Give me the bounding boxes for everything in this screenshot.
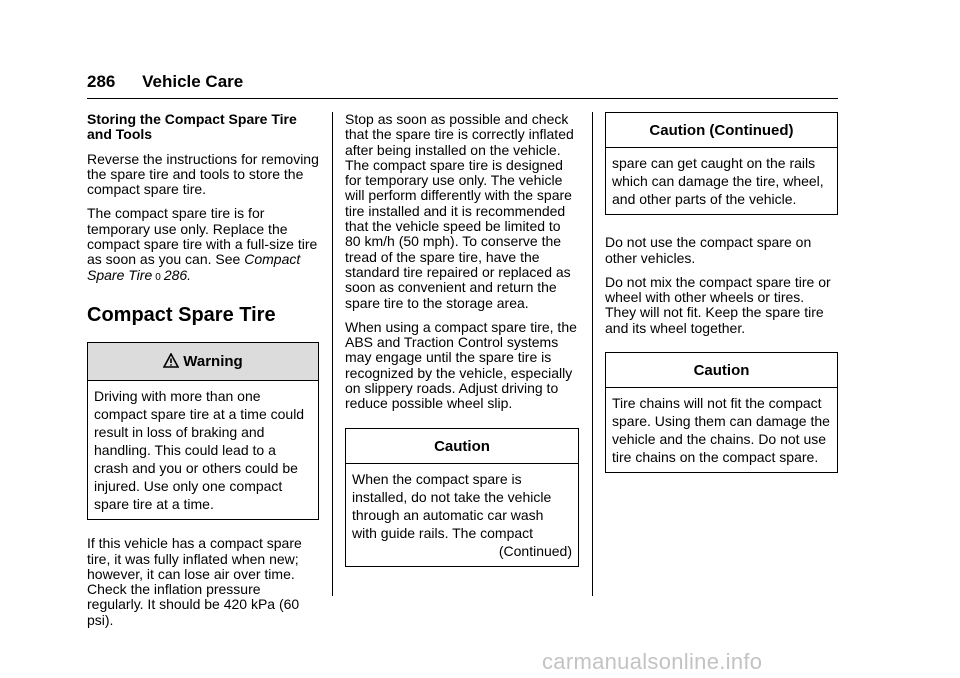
- paragraph: Reverse the instructions for removing the spare tire and tools to store the compact spare tire.: [87, 150, 319, 198]
- warning-box: [87, 342, 319, 520]
- column-2: [345, 112, 579, 583]
- column-1: [87, 112, 319, 637]
- page-header: [87, 72, 243, 92]
- caution-header: Caution: [346, 429, 578, 464]
- cross-reference-link[interactable]: Compact Spare Tire: [87, 251, 301, 283]
- caution-box: [345, 428, 579, 567]
- warning-header: [88, 343, 318, 381]
- paragraph: If this vehicle has a compact spare tire, it was fully inflated when new; however, it can lose air over time. Check the inflation pressure regularly. It should be 420 kPa (60 psi).: [87, 535, 302, 628]
- warning-triangle-icon: [163, 353, 179, 371]
- caution-header: Caution: [606, 353, 837, 388]
- page-number: 286: [87, 72, 116, 91]
- caution-continued-header: Caution (Continued): [606, 113, 837, 148]
- warning-body: Driving with more than one compact spare tire at a time could result in loss of braking and handling. This could lead to a crash and you or others could be injured. Use only one compact spare tire at a time.: [94, 388, 305, 513]
- caution-continued-box: [605, 112, 838, 215]
- paragraph: When using a compact spare tire, the ABS and Traction Control systems may engage until the spare tire is recognized by the vehicle, especially on slippery roads. Adjust driving to reduce possible wheel slip.: [345, 318, 577, 412]
- page-title: Vehicle Care: [142, 72, 244, 91]
- paragraph: Stop as soon as possible and check that the spare tire is correctly inflated after being installed on the vehicle. The compact spare tire is designed for temporary use only. The vehicle will perform differently with the spare tire installed and it is recommended that the vehicle speed be limited to 80 km/h (50 mph). To conserve the tread of the spare tire, have the standard tire repaired or replaced as soon as convenient and return the spare tire to the storage area.: [345, 111, 574, 311]
- column-divider: [332, 112, 333, 596]
- page-ref-arrow-icon: 0: [155, 271, 161, 283]
- continued-label: (Continued): [498, 542, 572, 559]
- cross-reference-page[interactable]: 286.: [163, 266, 192, 283]
- header-rule: [87, 98, 838, 99]
- column-divider: [592, 112, 593, 596]
- subheading-storing: Storing the Compact Spare Tire and Tools: [87, 111, 297, 143]
- column-3: [605, 112, 838, 489]
- caution-body: Tire chains will not fit the compact spare. Using them can damage the vehicle and the chains. Do not use tire chains on the compact spare.: [612, 395, 830, 466]
- section-title: Compact Spare Tire: [87, 303, 276, 326]
- paragraph-see-reference: The compact spare tire is for temporary use only. Replace the compact spare tire with a full-size tire as soon as you can. See Compact Spare Tire 0 286.: [87, 205, 318, 283]
- watermark: carmanualsonline.info: [542, 649, 763, 674]
- paragraph: Do not use the compact spare on other vehicles.: [605, 234, 812, 266]
- caution-continued-body: spare can get caught on the rails which can damage the tire, wheel, and other parts of the vehicle.: [612, 155, 824, 208]
- warning-title: Warning: [183, 352, 243, 370]
- caution-box-tire-chains: [605, 352, 838, 473]
- paragraph: Do not mix the compact spare tire or wheel with other wheels or tires. They will not fit. Keep the spare tire and its wheel together.: [605, 273, 831, 336]
- caution-body: When the compact spare is installed, do not take the vehicle through an automatic car wash with guide rails. The compact: [352, 470, 552, 541]
